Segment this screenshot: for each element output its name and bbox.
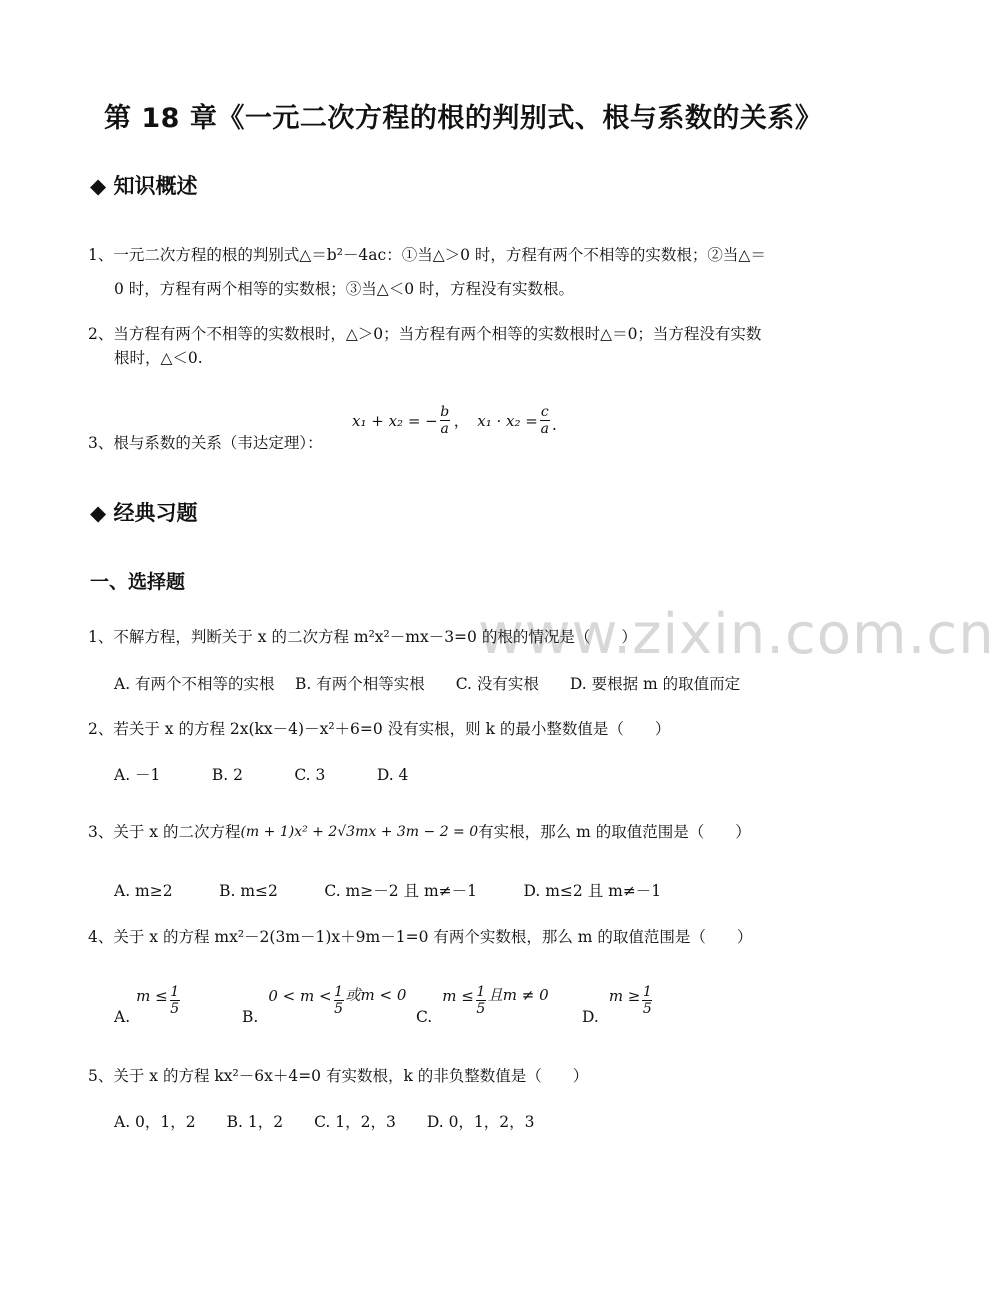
diamond-marker: ◆	[90, 501, 107, 525]
section-heading-label: 知识概述	[113, 174, 198, 198]
fraction-one-fifth	[476, 984, 486, 1017]
fraction-one-fifth	[170, 984, 180, 1017]
fraction-numerator: 1	[170, 984, 180, 1000]
part-heading-multiple-choice: 一、选择题	[90, 571, 186, 593]
vieta-separator: ，	[453, 411, 470, 430]
knowledge-item-2-line-2: 根时，△＜0.	[114, 349, 203, 367]
option-math-pre: m ≤	[442, 987, 474, 1005]
fraction-denominator: 5	[334, 1001, 343, 1017]
vieta-sum-lhs: x₁ + x₂ = −	[352, 411, 438, 430]
question-4-option-b	[242, 984, 407, 1026]
page-title: 第 18 章《一元二次方程的根的判别式、根与系数的关系》	[104, 103, 823, 134]
knowledge-item-1-line-2: 0 时，方程有两个相等的实数根；③当△＜0 时，方程没有实数根。	[114, 280, 574, 298]
vieta-product-fraction	[540, 404, 550, 437]
section-heading-overview	[90, 170, 197, 200]
question-4-stem: 4、关于 x 的方程 mx²－2(3m－1)x＋9m－1=0 有两个实数根，那么 m 的取值范围是（ ）	[88, 928, 753, 946]
question-4-option-d	[582, 984, 654, 1026]
option-math-post: 或m < 0	[345, 986, 407, 1004]
question-2-stem: 2、若关于 x 的方程 2x(kx－4)－x²＋6=0 没有实根，则 k 的最小整数值是（ ）	[88, 720, 671, 738]
section-heading-label: 经典习题	[113, 501, 198, 525]
watermark: www.zixin.com.cn	[478, 602, 995, 667]
question-5-stem: 5、关于 x 的方程 kx²－6x＋4=0 有实数根，k 的非负整数值是（ ）	[88, 1067, 589, 1085]
fraction-numerator: 1	[334, 984, 343, 1000]
question-3-equation: (m + 1)x² + 2√3mx + 3m − 2 = 0	[240, 824, 479, 840]
fraction-denominator: a	[540, 421, 550, 437]
option-math-pre: 0 < m <	[268, 987, 332, 1005]
knowledge-item-1-line-1: 1、一元二次方程的根的判别式△＝b²－4ac：①当△＞0 时，方程有两个不相等的实数根；②当△＝	[88, 246, 766, 264]
fraction-numerator: 1	[476, 984, 486, 1000]
question-3-stem	[88, 822, 751, 842]
option-math: m ≥	[608, 987, 641, 1005]
fraction-one-fifth	[642, 984, 652, 1017]
option-label: D.	[582, 1008, 599, 1026]
option-math-post: 且m ≠ 0	[487, 986, 549, 1004]
question-2-options: A. －1 B. 2 C. 3 D. 4	[114, 766, 409, 784]
question-3-stem-pre: 3、关于 x 的二次方程	[88, 823, 241, 841]
diamond-marker: ◆	[90, 174, 107, 198]
vieta-formula	[352, 404, 557, 437]
option-label: A.	[114, 1008, 131, 1026]
fraction-one-fifth	[334, 984, 344, 1017]
question-3-options: A. m≥2 B. m≤2 C. m≥－2 且 m≠－1 D. m≤2 且 m≠－1	[114, 882, 662, 900]
question-1-stem: 1、不解方程，判断关于 x 的二次方程 m²x²－mx－3=0 的根的情况是（ ）	[88, 628, 637, 646]
fraction-numerator: b	[440, 404, 450, 420]
question-4-options	[114, 984, 674, 1032]
question-3-stem-post: 有实根，那么 m 的取值范围是（ ）	[478, 823, 751, 841]
question-4-option-c	[416, 984, 549, 1026]
question-1-options: A. 有两个不相等的实根 B. 有两个相等实根 C. 没有实根 D. 要根据 m 的取值而定	[114, 675, 741, 693]
section-heading-exercises	[90, 497, 197, 527]
fraction-denominator: 5	[642, 1001, 652, 1017]
vieta-end-period: .	[551, 416, 557, 434]
vieta-sum-fraction	[440, 404, 450, 437]
fraction-numerator: c	[540, 404, 549, 420]
question-4-option-a	[114, 984, 182, 1026]
fraction-denominator: 5	[476, 1001, 486, 1017]
knowledge-item-2-line-1: 2、当方程有两个不相等的实数根时，△＞0；当方程有两个相等的实数根时△＝0；当方程没有实数	[88, 325, 762, 343]
question-5-options: A. 0，1，2 B. 1，2 C. 1，2，3 D. 0，1，2，3	[114, 1113, 535, 1131]
vieta-product-lhs: x₁ · x₂ =	[477, 411, 538, 430]
option-label: B.	[242, 1008, 259, 1026]
fraction-denominator: a	[440, 421, 449, 437]
option-math: m ≤	[136, 987, 168, 1005]
fraction-numerator: 1	[642, 984, 652, 1000]
option-label: C.	[416, 1008, 433, 1026]
fraction-denominator: 5	[170, 1001, 180, 1017]
knowledge-item-3-label: 3、根与系数的关系（韦达定理）：	[88, 434, 323, 452]
